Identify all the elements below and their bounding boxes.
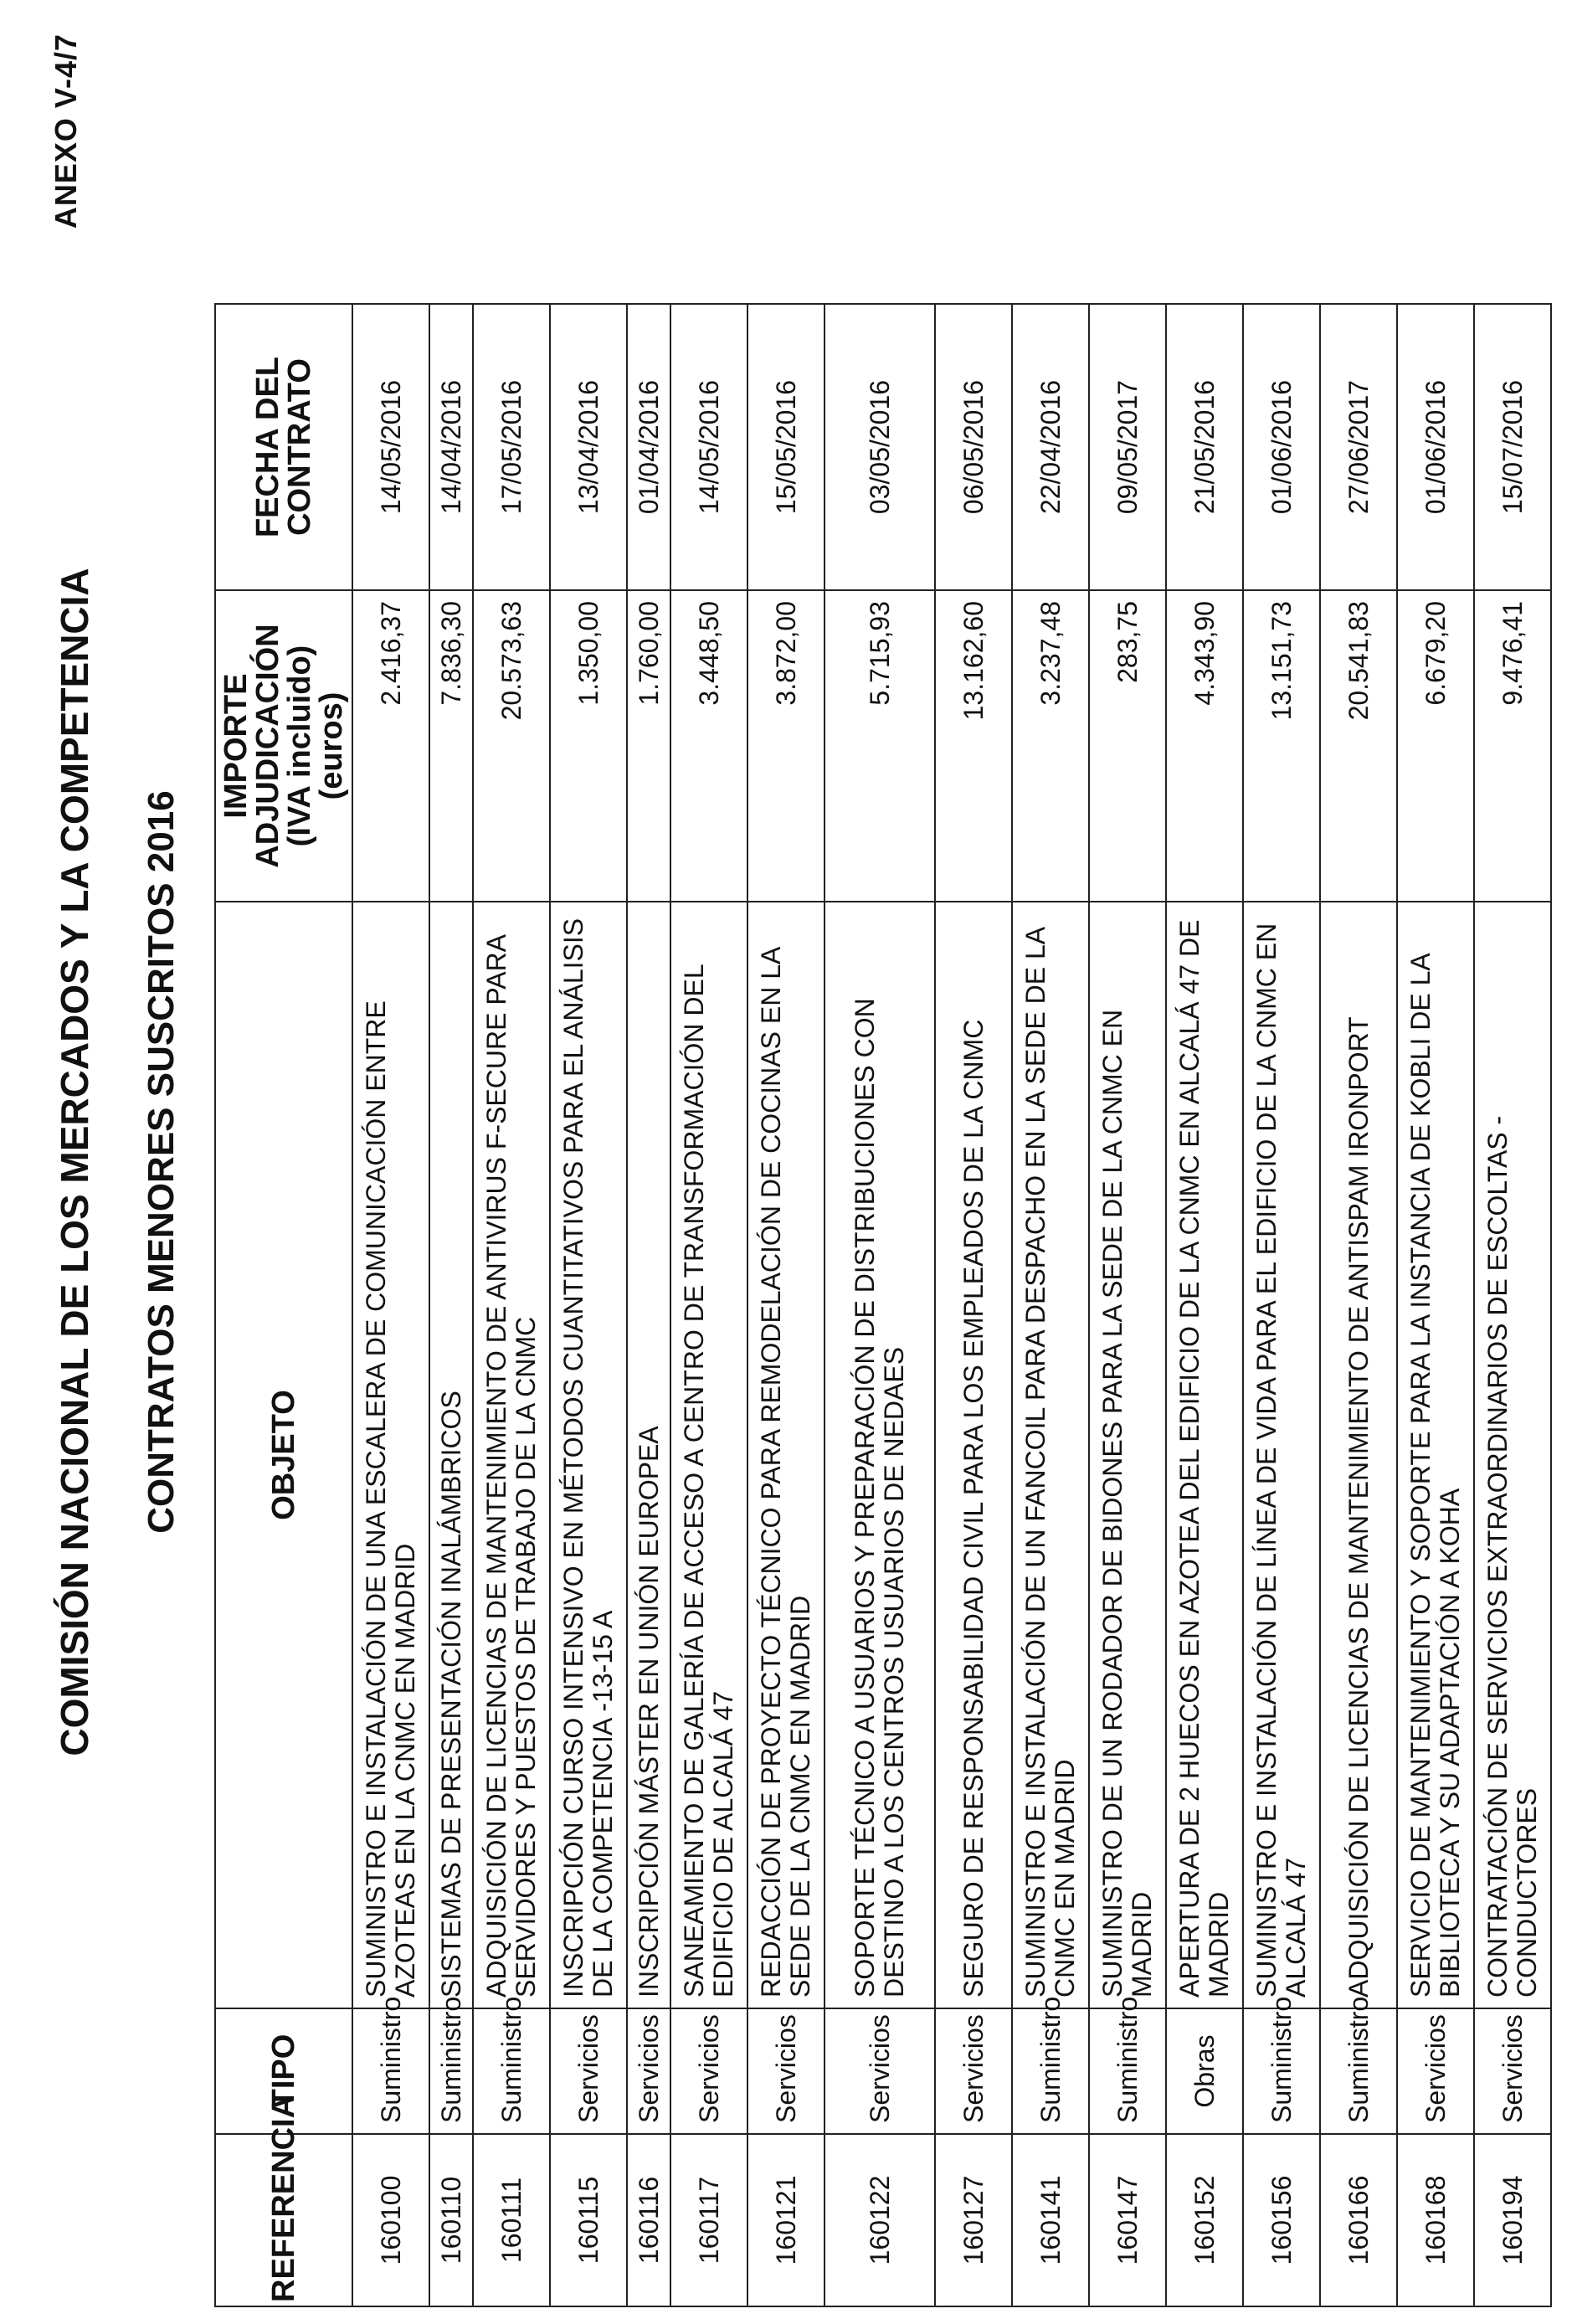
table-row xyxy=(935,304,1012,2306)
cell-referencia: 160110 xyxy=(429,2134,473,2306)
cell-tipo: Suministro xyxy=(352,2008,429,2134)
cell-importe: 2.416,37 xyxy=(352,590,429,902)
cell-tipo: Suministro xyxy=(1089,2008,1166,2134)
table-row xyxy=(1089,304,1166,2306)
table-row xyxy=(1397,304,1474,2306)
table-row xyxy=(824,304,935,2306)
cell-importe: 9.476,41 xyxy=(1474,590,1551,902)
cell-referencia: 160100 xyxy=(352,2134,429,2306)
cell-objeto: SOPORTE TÉCNICO A USUARIOS Y PREPARACIÓN DE DISTRIBUCIONES CON DESTINO A LOS CENTROS USUARIOS DE NEDAES xyxy=(824,902,935,2008)
table-row xyxy=(352,304,429,2306)
cell-fecha: 22/04/2016 xyxy=(1012,304,1089,590)
cell-importe: 3.237,48 xyxy=(1012,590,1089,902)
cell-tipo: Servicios xyxy=(824,2008,935,2134)
cell-fecha: 15/05/2016 xyxy=(747,304,824,590)
cell-referencia: 160141 xyxy=(1012,2134,1089,2306)
column-header-importe: IMPORTE ADJUDICACIÓN (IVA incluido) (euros) xyxy=(215,590,352,902)
cell-tipo: Obras xyxy=(1166,2008,1243,2134)
table-row xyxy=(670,304,747,2306)
cell-tipo: Servicios xyxy=(1474,2008,1551,2134)
cell-tipo: Servicios xyxy=(935,2008,1012,2134)
cell-importe: 20.573,63 xyxy=(473,590,550,902)
cell-fecha: 21/05/2016 xyxy=(1166,304,1243,590)
table-row xyxy=(627,304,670,2306)
cell-fecha: 01/06/2016 xyxy=(1397,304,1474,590)
column-header-referencia: REFERENCIA xyxy=(215,2134,352,2306)
table-body xyxy=(352,304,1551,2306)
table-row xyxy=(1474,304,1551,2306)
cell-fecha: 14/05/2016 xyxy=(352,304,429,590)
cell-objeto: ADQUISICIÓN DE LICENCIAS DE MANTENIMIENTO DE ANTIVIRUS F-SECURE PARA SERVIDORES Y PUESTOS DE TRABAJO DE LA CNMC xyxy=(473,902,550,2008)
cell-importe: 13.162,60 xyxy=(935,590,1012,902)
column-header-tipo: TIPO xyxy=(215,2008,352,2134)
cell-importe: 6.679,20 xyxy=(1397,590,1474,902)
cell-fecha: 27/06/2017 xyxy=(1320,304,1397,590)
cell-tipo: Servicios xyxy=(550,2008,627,2134)
cell-referencia: 160111 xyxy=(473,2134,550,2306)
cell-objeto: INSCRIPCIÓN CURSO INTENSIVO EN MÉTODOS CUANTITATIVOS PARA EL ANÁLISIS DE LA COMPETENCIA -13-15 A xyxy=(550,902,627,2008)
cell-tipo: Suministro xyxy=(1012,2008,1089,2134)
table-row xyxy=(1243,304,1320,2306)
cell-tipo: Servicios xyxy=(747,2008,824,2134)
table-row xyxy=(1166,304,1243,2306)
cell-fecha: 06/05/2016 xyxy=(935,304,1012,590)
cell-referencia: 160168 xyxy=(1397,2134,1474,2306)
table-row xyxy=(1320,304,1397,2306)
cell-objeto: APERTURA DE 2 HUECOS EN AZOTEA DEL EDIFICIO DE LA CNMC EN ALCALÁ 47 DE MADRID xyxy=(1166,902,1243,2008)
cell-objeto: SUMINISTRO E INSTALACIÓN DE UNA ESCALERA DE COMUNICACIÓN ENTRE AZOTEAS EN LA CNMC EN MADRID xyxy=(352,902,429,2008)
column-header-objeto: OBJETO xyxy=(215,902,352,2008)
table-row xyxy=(473,304,550,2306)
cell-referencia: 160116 xyxy=(627,2134,670,2306)
cell-referencia: 160194 xyxy=(1474,2134,1551,2306)
cell-fecha: 01/04/2016 xyxy=(627,304,670,590)
column-header-fecha: FECHA DEL CONTRATO xyxy=(215,304,352,590)
cell-importe: 1.760,00 xyxy=(627,590,670,902)
cell-fecha: 09/05/2017 xyxy=(1089,304,1166,590)
cell-fecha: 01/06/2016 xyxy=(1243,304,1320,590)
cell-objeto: SUMINISTRO E INSTALACIÓN DE LÍNEA DE VIDA PARA EL EDIFICIO DE LA CNMC EN ALCALÁ 47 xyxy=(1243,902,1320,2008)
table-row xyxy=(429,304,473,2306)
cell-referencia: 160147 xyxy=(1089,2134,1166,2306)
annex-label: ANEXO V-4/7 xyxy=(49,33,83,229)
cell-tipo: Suministro xyxy=(1243,2008,1320,2134)
cell-tipo: Suministro xyxy=(429,2008,473,2134)
cell-importe: 1.350,00 xyxy=(550,590,627,902)
cell-importe: 283,75 xyxy=(1089,590,1166,902)
cell-objeto: CONTRATACIÓN DE SERVICIOS EXTRAORDINARIOS DE ESCOLTAS - CONDUCTORES xyxy=(1474,902,1551,2008)
cell-importe: 4.343,90 xyxy=(1166,590,1243,902)
cell-objeto: SISTEMAS DE PRESENTACIÓN INALÁMBRICOS xyxy=(429,902,473,2008)
table-header xyxy=(215,304,352,2306)
cell-tipo: Servicios xyxy=(670,2008,747,2134)
cell-importe: 20.541,83 xyxy=(1320,590,1397,902)
cell-tipo: Suministro xyxy=(473,2008,550,2134)
cell-objeto: SEGURO DE RESPONSABILIDAD CIVIL PARA LOS EMPLEADOS DE LA CNMC xyxy=(935,902,1012,2008)
cell-importe: 7.836,30 xyxy=(429,590,473,902)
cell-referencia: 160121 xyxy=(747,2134,824,2306)
cell-referencia: 160117 xyxy=(670,2134,747,2306)
cell-tipo: Servicios xyxy=(1397,2008,1474,2134)
cell-referencia: 160127 xyxy=(935,2134,1012,2306)
cell-referencia: 160122 xyxy=(824,2134,935,2306)
document-title: COMISIÓN NACIONAL DE LOS MERCADOS Y LA COMPETENCIA xyxy=(53,568,96,1756)
table-row xyxy=(1012,304,1089,2306)
table-row xyxy=(550,304,627,2306)
contracts-table xyxy=(214,303,1552,2307)
cell-fecha: 14/05/2016 xyxy=(670,304,747,590)
cell-referencia: 160156 xyxy=(1243,2134,1320,2306)
cell-fecha: 15/07/2016 xyxy=(1474,304,1551,590)
cell-importe: 3.448,50 xyxy=(670,590,747,902)
cell-objeto: SUMINISTRO E INSTALACIÓN DE UN FANCOIL PARA DESPACHO EN LA SEDE DE LA CNMC EN MADRID xyxy=(1012,902,1089,2008)
cell-tipo: Servicios xyxy=(627,2008,670,2134)
cell-fecha: 03/05/2016 xyxy=(824,304,935,590)
cell-tipo: Suministro xyxy=(1320,2008,1397,2134)
cell-referencia: 160115 xyxy=(550,2134,627,2306)
cell-referencia: 160166 xyxy=(1320,2134,1397,2306)
cell-importe: 3.872,00 xyxy=(747,590,824,902)
cell-fecha: 14/04/2016 xyxy=(429,304,473,590)
cell-objeto: INSCRIPCIÓN MÁSTER EN UNIÓN EUROPEA xyxy=(627,902,670,2008)
cell-importe: 5.715,93 xyxy=(824,590,935,902)
document-subtitle: CONTRATOS MENORES SUSCRITOS 2016 xyxy=(141,790,182,1534)
cell-objeto: ADQUISICIÓN DE LICENCIAS DE MANTENIMIENTO DE ANTISPAM IRONPORT xyxy=(1320,902,1397,2008)
cell-fecha: 17/05/2016 xyxy=(473,304,550,590)
header-row xyxy=(215,304,352,2306)
cell-fecha: 13/04/2016 xyxy=(550,304,627,590)
cell-referencia: 160152 xyxy=(1166,2134,1243,2306)
cell-importe: 13.151,73 xyxy=(1243,590,1320,902)
table-row xyxy=(747,304,824,2306)
cell-objeto: SUMINISTRO DE UN RODADOR DE BIDONES PARA LA SEDE DE LA CNMC EN MADRID xyxy=(1089,902,1166,2008)
cell-objeto: SANEAMIENTO DE GALERÍA DE ACCESO A CENTRO DE TRANSFORMACIÓN DEL EDIFICIO DE ALCALÁ 47 xyxy=(670,902,747,2008)
cell-objeto: REDACCIÓN DE PROYECTO TÉCNICO PARA REMODELACIÓN DE COCINAS EN LA SEDE DE LA CNMC EN MADRID xyxy=(747,902,824,2008)
cell-objeto: SERVICIO DE MANTENIMIENTO Y SOPORTE PARA LA INSTANCIA DE KOBLI DE LA BIBLIOTECA Y SU ADAPTACIÓN A KOHA xyxy=(1397,902,1474,2008)
